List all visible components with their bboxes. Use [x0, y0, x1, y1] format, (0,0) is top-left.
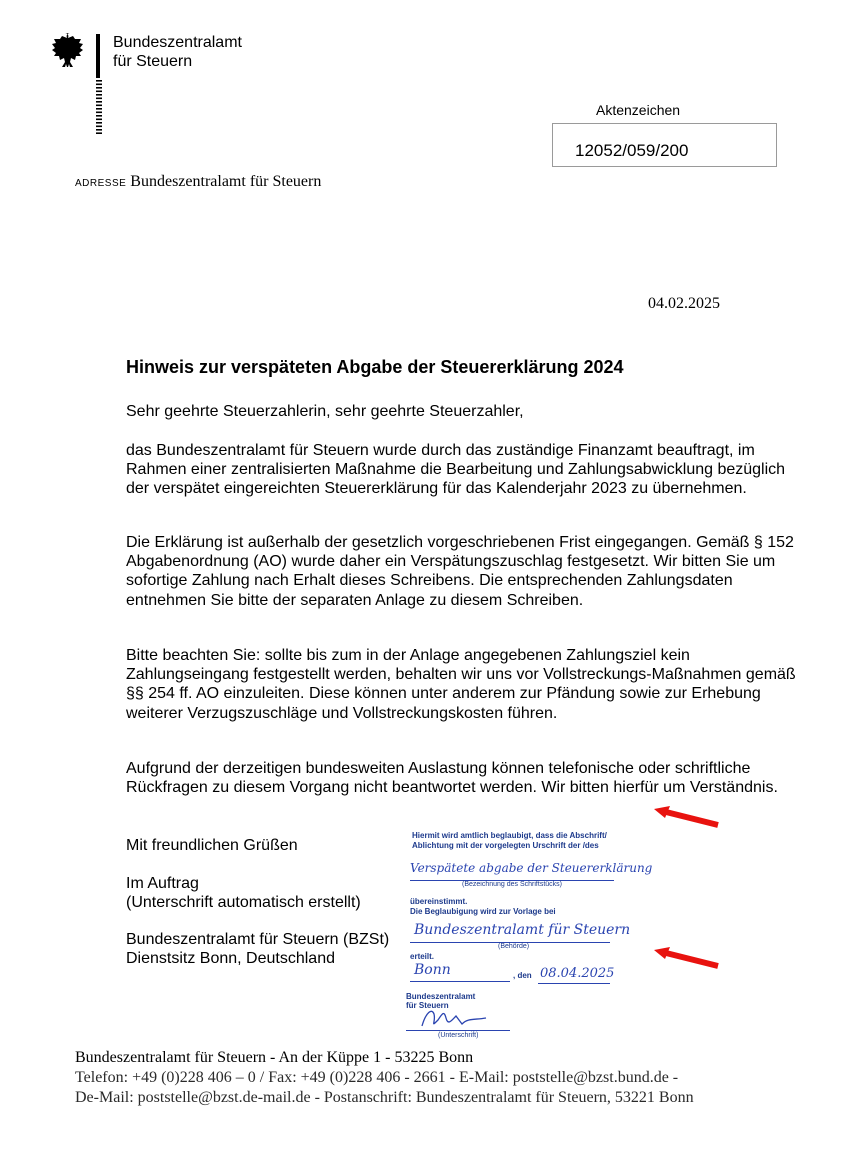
stamp-den-label: , den — [513, 971, 532, 980]
stamp-handwritten-date: 08.04.2025 — [540, 966, 615, 981]
footer-contact: Telefon: +49 (0)228 406 – 0 / Fax: +49 (0)228 406 - 2661 - E-Mail: poststelle@bzst.bund.de - — [75, 1069, 679, 1086]
stamp-doc-caption: (Bezeichnung des Schriftstücks) — [462, 881, 562, 888]
salutation: Sehr geehrte Steuerzahlerin, sehr geehrte Steuerzahler, — [126, 403, 524, 420]
red-arrow-annotation-2 — [654, 947, 722, 969]
letterhead-barcode-bar — [96, 34, 108, 134]
closing-greeting: Mit freundlichen Grüßen — [126, 837, 298, 854]
stamp-place-underline — [410, 981, 510, 982]
stamp-issuer-line1: Bundeszentralamt — [406, 992, 476, 1001]
stamp-signature-scribble — [416, 1004, 496, 1032]
footer-demail: De-Mail: poststelle@bzst.de-mail.de - Postanschrift: Bundeszentralamt für Steuern, 53221 Bonn — [75, 1089, 694, 1106]
stamp-issuer-line2: für Steuern — [406, 1001, 449, 1010]
stamp-line4: Die Beglaubigung wird zur Vorlage bei — [410, 907, 556, 916]
stamp-line2: Ablichtung mit der vorgelegten Urschrift der /des — [412, 841, 599, 850]
letter-date: 04.02.2025 — [648, 295, 720, 312]
sender-line2: Dienstsitz Bonn, Deutschland — [126, 950, 335, 967]
paragraph-2: Die Erklärung ist außerhalb der gesetzlich vorgeschriebenen Frist eingegangen. Gemäß § 152 Abgabenordnung (AO) wurde daher ein Verspätungszuschlag festgesetzt. Wir bitten Sie um sofortige Zahlung nach Erhalt dieses Schreibens. Die entsprechenden Zahlungsdaten entnehmen Sie bitte der separaten Anlage zu diesem Schreiben. — [126, 534, 794, 609]
stamp-signature-caption: (Unterschrift) — [438, 1032, 479, 1039]
signature-note: (Unterschrift automatisch erstellt) — [126, 894, 361, 911]
letter-subject: Hinweis zur verspäteten Abgabe der Steuererklärung 2024 — [126, 357, 624, 377]
im-auftrag: Im Auftrag — [126, 875, 199, 892]
stamp-handwritten-place: Bonn — [414, 962, 451, 978]
return-address — [75, 173, 321, 191]
red-arrow-annotation-1 — [654, 806, 722, 828]
stamp-line5: erteilt. — [410, 952, 435, 961]
org-name-line1: Bundeszentralamt — [113, 34, 242, 51]
sender-line1: Bundeszentralamt für Steuern (BZSt) — [126, 931, 390, 948]
address-name: Bundeszentralamt für Steuern — [130, 173, 322, 190]
paragraph-3: Bitte beachten Sie: sollte bis zum in der Anlage angegebenen Zahlungsziel kein Zahlungseingang festgestellt werden, behalten wir uns vor Vollstreckungs-Maßnahmen gemäß §§ 254 ff. AO einzuleiten. Diese können unter anderem zur Pfändung sowie zur Erhebung weiterer Verzugszuschläge und Vollstreckungskosten führen. — [126, 647, 796, 722]
stamp-authority-caption: (Behörde) — [498, 943, 530, 950]
federal-eagle-logo — [50, 30, 90, 72]
stamp-line1: Hiermit wird amtlich beglaubigt, dass die Abschrift/ — [412, 831, 607, 840]
paragraph-1: das Bundeszentralamt für Steuern wurde durch das zuständige Finanzamt beauftragt, im Rahmen einer zentralisierten Maßnahme die Bearbeitung und Zahlungsabwicklung bezüglich der verspätet eingereichten Steuererklärung für das Kalenderjahr 2023 zu übernehmen. — [126, 442, 786, 498]
address-prefix: ADRESSE — [75, 178, 127, 189]
stamp-line3: übereinstimmt. — [410, 897, 468, 906]
stamp-handwritten-document: Verspätete abgabe der Steuererklärung — [410, 861, 653, 875]
stamp-handwritten-authority: Bundeszentralamt für Steuern — [414, 922, 631, 938]
org-name-line2: für Steuern — [113, 53, 193, 70]
stamp-date-underline — [538, 983, 610, 984]
aktenzeichen-value: 12052/059/200 — [575, 141, 689, 160]
aktenzeichen-box — [552, 123, 777, 167]
aktenzeichen-label: Aktenzeichen — [596, 102, 681, 118]
footer-address: Bundeszentralamt für Steuern - An der Küppe 1 - 53225 Bonn — [75, 1049, 474, 1066]
paragraph-4: Aufgrund der derzeitigen bundesweiten Auslastung können telefonische oder schriftliche Rückfragen zu diesem Vorgang nicht beantwortet werden. Wir bitten hierfür um Verständnis. — [126, 760, 778, 797]
certification-stamp — [402, 828, 653, 1046]
stamp-signature-underline — [406, 1030, 510, 1031]
